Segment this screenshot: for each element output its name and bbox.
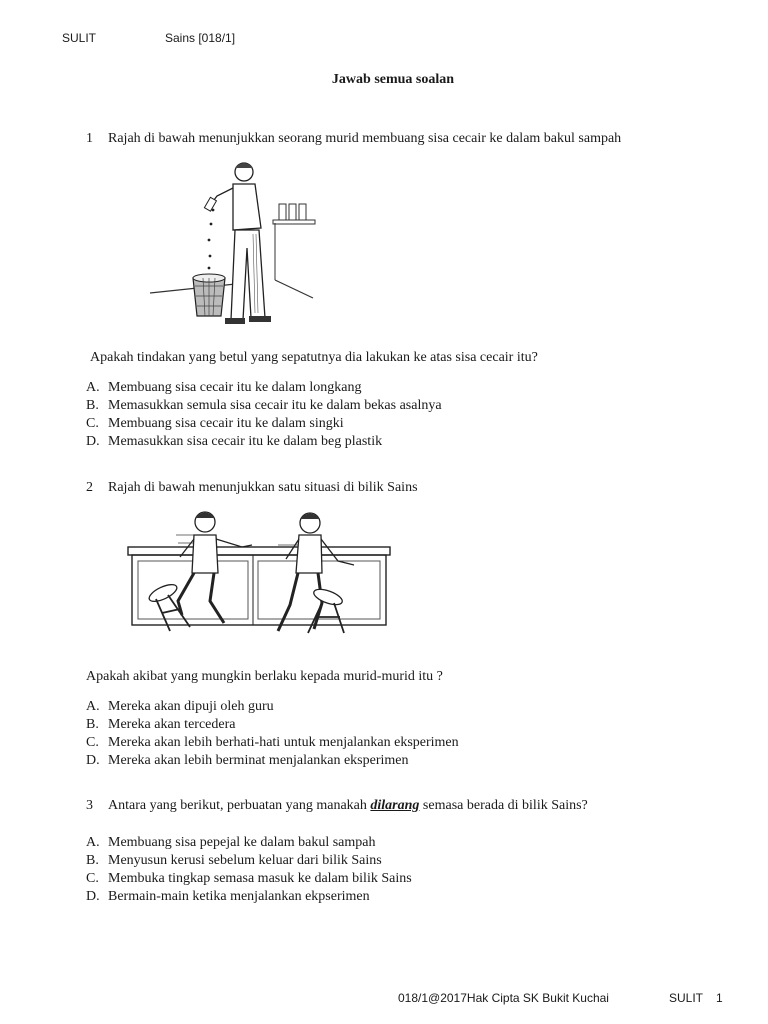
option-b[interactable] — [86, 397, 442, 415]
question-1-ask: Apakah tindakan yang betul yang sepatutnya dia lakukan ke atas sisa cecair itu? — [90, 350, 538, 365]
header-subject: Sains [018/1] — [165, 31, 236, 45]
option-label: D. — [86, 889, 100, 904]
question-text-before: Antara yang berikut, perbuatan yang manakah — [108, 798, 367, 813]
option-d[interactable] — [86, 752, 459, 770]
footer-sulit: SULIT — [669, 991, 704, 1005]
option-text: Memasukkan sisa cecair itu ke dalam beg plastik — [108, 434, 383, 449]
option-text: Mereka akan tercedera — [108, 717, 236, 732]
option-a[interactable] — [86, 379, 442, 397]
option-label: B. — [86, 717, 99, 732]
option-label: B. — [86, 398, 99, 413]
question-1-options — [86, 379, 442, 451]
option-text: Membuka tingkap semasa masuk ke dalam bilik Sains — [108, 871, 412, 886]
header-sulit: SULIT — [62, 31, 97, 45]
page-title: Jawab semua soalan — [331, 72, 455, 87]
option-text: Memasukkan semula sisa cecair itu ke dalam bekas asalnya — [108, 398, 442, 413]
question-2-options — [86, 698, 459, 770]
option-c[interactable] — [86, 870, 412, 888]
option-a[interactable] — [86, 834, 412, 852]
option-label: C. — [86, 416, 99, 431]
option-text: Mereka akan dipuji oleh guru — [108, 699, 274, 714]
question-text-emphasis: dilarang — [370, 798, 420, 813]
option-label: A. — [86, 699, 100, 714]
question-number: 3 — [86, 798, 93, 813]
option-text: Membuang sisa cecair itu ke dalam singki — [108, 416, 344, 431]
question-3 — [86, 798, 588, 814]
option-c[interactable] — [86, 415, 442, 433]
option-d[interactable] — [86, 433, 442, 451]
question-3-options — [86, 834, 412, 906]
option-c[interactable] — [86, 734, 459, 752]
option-label: C. — [86, 871, 99, 886]
option-d[interactable] — [86, 888, 412, 906]
option-text: Mereka akan lebih berhati-hati untuk menjalankan eksperimen — [108, 735, 459, 750]
option-label: A. — [86, 835, 100, 850]
option-a[interactable] — [86, 698, 459, 716]
option-text: Membuang sisa cecair itu ke dalam longkang — [108, 380, 362, 395]
footer-copyright: 018/1@2017Hak Cipta SK Bukit Kuchai — [398, 991, 609, 1005]
option-label: B. — [86, 853, 99, 868]
option-b[interactable] — [86, 716, 459, 734]
figure-student-pouring-liquid — [145, 158, 325, 338]
question-number: 2 — [86, 480, 93, 495]
page-number: 1 — [716, 991, 723, 1005]
option-text: Bermain-main ketika menjalankan ekpserimen — [108, 889, 370, 904]
option-label: D. — [86, 753, 100, 768]
option-label: C. — [86, 735, 99, 750]
question-2-ask: Apakah akibat yang mungkin berlaku kepada murid-murid itu ? — [86, 669, 443, 684]
option-label: A. — [86, 380, 100, 395]
option-b[interactable] — [86, 852, 412, 870]
question-text: Rajah di bawah menunjukkan satu situasi di bilik Sains — [108, 480, 418, 495]
question-text: Rajah di bawah menunjukkan seorang murid membuang sisa cecair ke dalam bakul sampah — [108, 131, 622, 146]
question-2 — [86, 480, 418, 496]
figure-students-playing-in-lab — [118, 505, 398, 645]
question-1 — [86, 131, 621, 147]
option-label: D. — [86, 434, 100, 449]
question-number: 1 — [86, 131, 93, 146]
question-text-after: semasa berada di bilik Sains? — [422, 798, 588, 813]
option-text: Membuang sisa pepejal ke dalam bakul sampah — [108, 835, 376, 850]
option-text: Mereka akan lebih berminat menjalankan eksperimen — [108, 753, 409, 768]
option-text: Menyusun kerusi sebelum keluar dari bilik Sains — [108, 853, 382, 868]
